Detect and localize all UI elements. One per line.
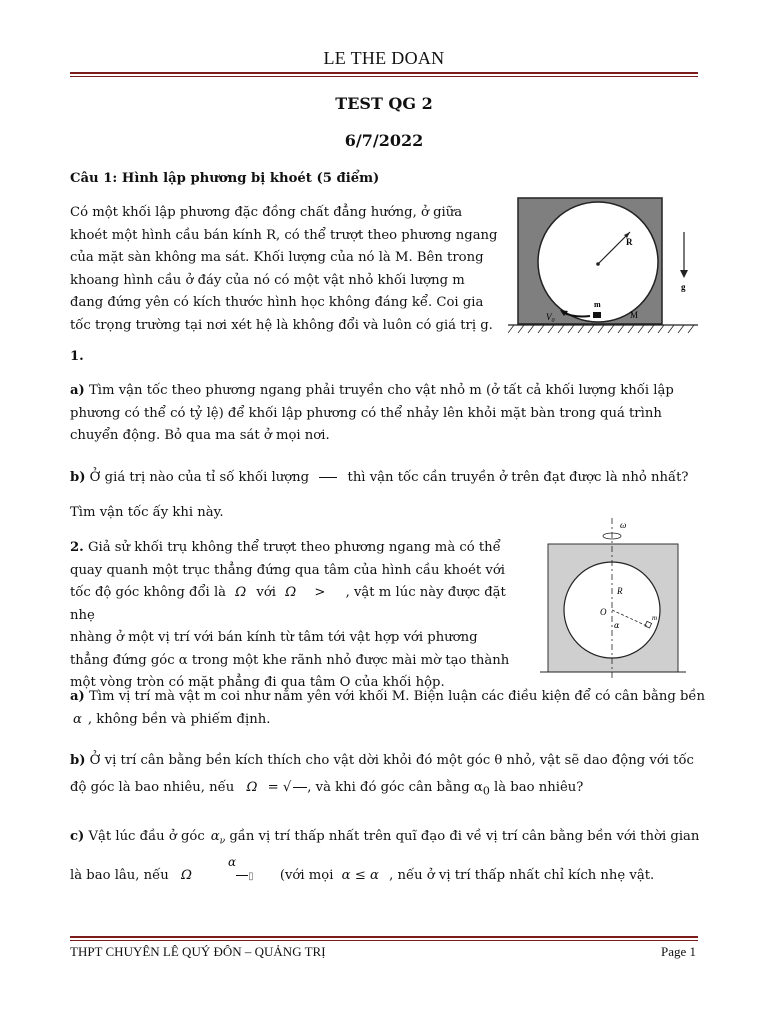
part-1b-label: b) — [70, 470, 86, 485]
alpha-symbol: α — [73, 711, 82, 727]
part-2-tail: , vật m lúc này được đặt nhẹ — [70, 585, 506, 623]
question-heading: Câu 1: Hình lập phương bị khoét (5 điểm) — [70, 171, 380, 186]
part-2b-label: b) — [70, 753, 86, 768]
part-2c-text-3: là bao lâu, nếu — [70, 868, 169, 884]
part-1b — [70, 467, 710, 490]
intro-paragraph — [70, 202, 510, 337]
part-2b-text: Ở vị trí cân bằng bền kích thích cho vật dời khỏi đó một góc θ nhỏ, vật sẽ dao động với tốc — [85, 753, 694, 768]
label-omega: ω — [620, 520, 627, 530]
label-m: m — [594, 300, 601, 309]
part-1a-label: a) — [70, 383, 85, 398]
part-2c-text: Vật lúc đầu ở góc — [84, 829, 205, 844]
part-2a-text: Tìm vị trí mà vật m coi như nằm yên với khối M. Biện luận các điều kiện để có cân bằng bền — [84, 689, 705, 704]
floor-hatching — [508, 325, 694, 333]
footer-rule — [70, 936, 698, 938]
gravity-arrowhead — [680, 270, 688, 278]
part-2b — [70, 750, 710, 803]
part-2c — [70, 826, 710, 889]
test-title: TEST QG 2 — [335, 94, 433, 113]
alpha-subscript: 0 — [482, 784, 490, 798]
with-word: với — [256, 585, 276, 600]
part-2c-text-5: , nếu ở vị trí thấp nhất chỉ kích nhẹ vật. — [389, 868, 655, 884]
footer-rule-thin — [70, 940, 698, 941]
part-2a — [70, 686, 710, 731]
part-2b-text-4: là bao nhiêu? — [489, 779, 584, 795]
intro-line: của mặt sàn không ma sát. Khối lượng của nó là M. Bên trong — [70, 250, 484, 265]
part-2-line: một vòng tròn có mặt phẳng đi qua tâm O của khối hộp. — [70, 675, 445, 690]
part-2b-text-2: độ góc là bao nhiêu, nếu — [70, 779, 235, 795]
part-1a-line: Tìm vận tốc theo phương ngang phải truyền cho vật nhỏ m (ở tất cả khối lượng khối lập — [84, 383, 674, 398]
part-2 — [70, 537, 530, 695]
intro-line: khoét một hình cầu bán kính R, có thể trượt theo phương ngang — [70, 227, 498, 243]
alpha-v-symbol: α — [210, 829, 220, 844]
fraction-bar — [236, 875, 248, 876]
omega-symbol: Ω — [235, 585, 247, 600]
figure-rotating-box — [540, 516, 686, 680]
fraction-numerator: α — [228, 855, 237, 870]
part-2-line: tốc độ góc không đổi là — [70, 585, 227, 600]
part-2-label: 2. — [70, 540, 84, 555]
part-2a-label: a) — [70, 689, 85, 704]
fraction-bar — [293, 787, 307, 788]
header-rule-thin — [70, 76, 698, 77]
label-M: M — [630, 310, 639, 320]
omega-symbol: Ω — [246, 779, 258, 795]
header-rule — [70, 72, 698, 74]
part-2-line: nhàng ở một vị trí với bán kính từ tâm tới vật hợp với phương — [70, 630, 478, 645]
sqrt-symbol: √ — [282, 779, 292, 795]
label-m: m — [652, 614, 658, 622]
omega-symbol: Ω — [180, 868, 192, 884]
mass-m — [593, 312, 601, 318]
intro-line: khoang hình cầu ở đáy của nó có một vật nhỏ khối lượng m — [70, 272, 465, 288]
greater-than: > — [314, 585, 326, 600]
equals-sign: = — [267, 779, 279, 795]
part-1b-line-3: Tìm vận tốc ấy khi này. — [70, 505, 224, 520]
omega-symbol-2: Ω — [285, 585, 297, 600]
intro-line: đang đứng yên có kích thước hình học không đáng kể. Coi gia — [70, 295, 484, 310]
figure-cube-sphere — [508, 192, 708, 342]
part-2a-text-2: , không bền và phiếm định. — [87, 711, 271, 727]
part-1b-text: Ở giá trị nào của tỉ số khối lượng — [85, 470, 310, 485]
footer-school: THPT CHUYÊN LÊ QUÝ ĐÔN – QUẢNG TRỊ — [70, 944, 326, 959]
alpha-v-subscript: ν — [219, 836, 226, 847]
intro-line: tốc trọng trường tại nơi xét hệ là không đổi và luôn có giá trị g. — [70, 317, 493, 333]
part-2c-text-4: (với mọi — [279, 868, 334, 884]
header-author: LE THE DOAN — [323, 48, 445, 68]
part-2-line: thẳng đứng góc α trong một khe rãnh nhỏ được mài mờ tạo thành — [70, 652, 510, 668]
intro-line: Có một khối lập phương đặc đồng chất đẳng hướng, ở giữa — [70, 205, 463, 220]
part-2-line: quay quanh một trục thẳng đứng qua tâm của hình cầu khoét với — [70, 562, 506, 578]
part-2c-label: c) — [70, 829, 85, 844]
placeholder-box: ▯ — [248, 871, 254, 883]
fraction-bar — [319, 477, 337, 478]
label-alpha: α — [614, 621, 620, 630]
part-1b-text-2: thì vận tốc cần truyền ở trên đạt được là nhỏ nhất? — [347, 470, 689, 485]
part-2b-text-3: , và khi đó góc cân bằng α — [307, 779, 483, 795]
alpha-inequality: α ≤ α — [341, 868, 379, 884]
test-date: 6/7/2022 — [344, 131, 424, 150]
label-R: R — [626, 237, 633, 247]
part-1-label: 1. — [70, 349, 84, 364]
part-2-line: Giả sử khối trụ không thể trượt theo phương ngang mà có thể — [83, 540, 501, 555]
label-g: g — [681, 282, 686, 292]
label-R: R — [617, 586, 623, 596]
part-1a-line: chuyển động. Bỏ qua ma sát ở mọi nơi. — [70, 428, 330, 443]
footer-page-number: Page 1 — [660, 944, 696, 959]
sphere-center — [596, 262, 600, 266]
part-1a — [70, 380, 700, 448]
part-2c-text-2: gần vị trí thấp nhất trên quĩ đạo đi về vị trí cân bằng bền với thời gian — [225, 829, 700, 844]
part-1a-line: phương có thể có tỷ lệ) để khối lập phương có thể nhảy lên khỏi mặt bàn trong quá trình — [70, 405, 662, 421]
label-V0: $V_0$ — [546, 312, 555, 324]
label-O: O — [600, 607, 607, 617]
